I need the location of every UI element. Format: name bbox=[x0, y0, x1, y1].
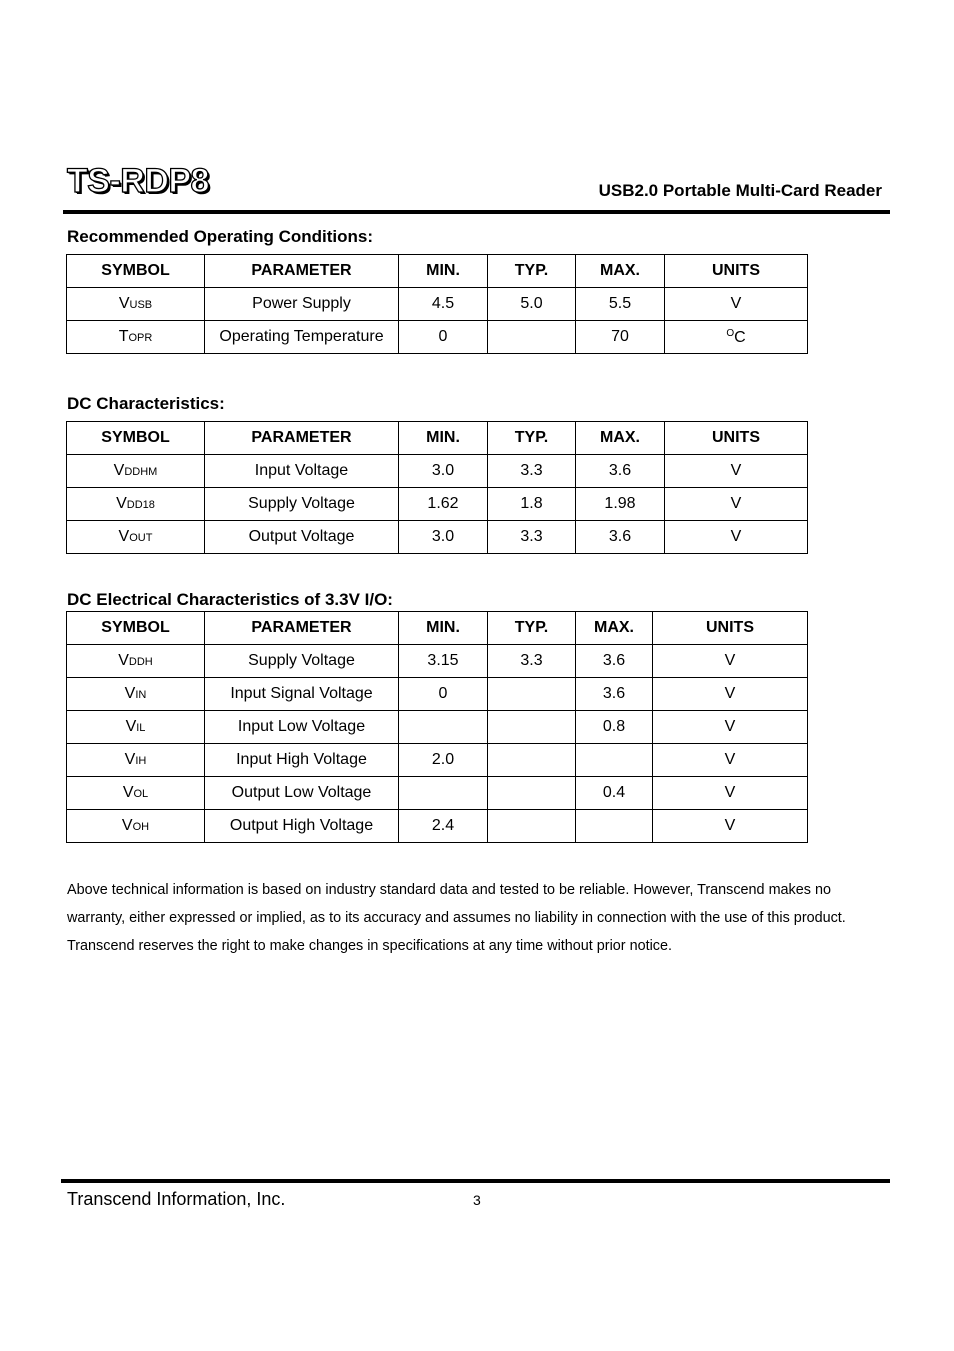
typ-cell: 3.3 bbox=[488, 645, 576, 678]
unit-cell: V bbox=[653, 810, 808, 843]
max-cell: 0.4 bbox=[576, 777, 653, 810]
symbol-cell: VOUT bbox=[67, 521, 205, 554]
max-cell: 5.5 bbox=[576, 288, 665, 321]
table-row bbox=[67, 744, 808, 777]
header-rule bbox=[63, 210, 890, 214]
col-typ: TYP. bbox=[488, 422, 576, 455]
footer-rule bbox=[61, 1179, 890, 1183]
unit-cell: V bbox=[653, 777, 808, 810]
min-cell bbox=[399, 777, 488, 810]
col-min: MIN. bbox=[399, 612, 488, 645]
table-row bbox=[67, 521, 808, 554]
max-cell bbox=[576, 810, 653, 843]
col-symbol: SYMBOL bbox=[67, 612, 205, 645]
symbol-cell: VIL bbox=[67, 711, 205, 744]
col-typ: TYP. bbox=[488, 255, 576, 288]
notice-line: Transcend reserves the right to make changes in specifications at any time without prior notice. bbox=[67, 938, 672, 954]
dc-table bbox=[66, 421, 808, 554]
dc-title: DC Characteristics: bbox=[67, 394, 225, 413]
table-row bbox=[67, 711, 808, 744]
col-units: UNITS bbox=[665, 255, 808, 288]
typ-cell bbox=[488, 711, 576, 744]
table-row bbox=[67, 777, 808, 810]
table-header-row bbox=[67, 255, 808, 288]
col-parameter: PARAMETER bbox=[205, 422, 399, 455]
notice-line: Above technical information is based on industry standard data and tested to be reliable. However, Transcend makes no bbox=[67, 882, 831, 898]
disclaimer-notice bbox=[67, 876, 897, 960]
roc-title: Recommended Operating Conditions: bbox=[67, 227, 374, 246]
unit-cell: V bbox=[665, 488, 808, 521]
col-typ: TYP. bbox=[488, 612, 576, 645]
table-header-row bbox=[67, 422, 808, 455]
typ-cell: 1.8 bbox=[488, 488, 576, 521]
parameter-cell: Input Voltage bbox=[205, 455, 399, 488]
symbol-cell: VDD18 bbox=[67, 488, 205, 521]
unit-cell: V bbox=[653, 645, 808, 678]
col-max: MAX. bbox=[576, 255, 665, 288]
col-symbol: SYMBOL bbox=[67, 255, 205, 288]
typ-cell: 5.0 bbox=[488, 288, 576, 321]
max-cell: 3.6 bbox=[576, 645, 653, 678]
parameter-cell: Output Voltage bbox=[205, 521, 399, 554]
table-header-row bbox=[67, 612, 808, 645]
col-parameter: PARAMETER bbox=[205, 255, 399, 288]
max-cell bbox=[576, 744, 653, 777]
symbol-cell: VDDH bbox=[67, 645, 205, 678]
table-row bbox=[67, 288, 808, 321]
min-cell: 2.0 bbox=[399, 744, 488, 777]
typ-cell: 3.3 bbox=[488, 455, 576, 488]
parameter-cell: Supply Voltage bbox=[205, 645, 399, 678]
typ-cell bbox=[488, 678, 576, 711]
typ-cell bbox=[488, 321, 576, 354]
notice-line: warranty, either expressed or implied, as to its accuracy and assumes no liability in connection with the use of this product. bbox=[67, 910, 846, 926]
max-cell: 3.6 bbox=[576, 455, 665, 488]
col-units: UNITS bbox=[653, 612, 808, 645]
parameter-cell: Power Supply bbox=[205, 288, 399, 321]
unit-cell: V bbox=[665, 455, 808, 488]
typ-cell: 3.3 bbox=[488, 521, 576, 554]
unit-cell: V bbox=[653, 678, 808, 711]
parameter-cell: Operating Temperature bbox=[205, 321, 399, 354]
product-subtitle: USB2.0 Portable Multi-Card Reader bbox=[598, 181, 882, 200]
parameter-cell: Input Signal Voltage bbox=[205, 678, 399, 711]
typ-cell bbox=[488, 810, 576, 843]
unit-cell: $^O$C bbox=[665, 321, 808, 354]
min-cell bbox=[399, 711, 488, 744]
parameter-cell: Output High Voltage bbox=[205, 810, 399, 843]
product-logo: TS-RDP8 bbox=[67, 162, 209, 200]
min-cell: 0 bbox=[399, 678, 488, 711]
col-max: MAX. bbox=[576, 422, 665, 455]
page-number: 3 bbox=[473, 1192, 481, 1208]
degree-sup: O bbox=[726, 327, 735, 339]
table-row bbox=[67, 810, 808, 843]
min-cell: 0 bbox=[399, 321, 488, 354]
parameter-cell: Supply Voltage bbox=[205, 488, 399, 521]
col-units: UNITS bbox=[665, 422, 808, 455]
min-cell: 3.15 bbox=[399, 645, 488, 678]
max-cell: 1.98 bbox=[576, 488, 665, 521]
typ-cell bbox=[488, 777, 576, 810]
unit-cell: V bbox=[665, 521, 808, 554]
min-cell: 2.4 bbox=[399, 810, 488, 843]
footer-company: Transcend Information, Inc. bbox=[67, 1189, 286, 1209]
col-symbol: SYMBOL bbox=[67, 422, 205, 455]
col-parameter: PARAMETER bbox=[205, 612, 399, 645]
symbol-cell: VOH bbox=[67, 810, 205, 843]
max-cell: 0.8 bbox=[576, 711, 653, 744]
table-row bbox=[67, 321, 808, 354]
unit-cell: V bbox=[653, 744, 808, 777]
unit-cell: V bbox=[653, 711, 808, 744]
parameter-cell: Input High Voltage bbox=[205, 744, 399, 777]
typ-cell bbox=[488, 744, 576, 777]
symbol-cell: TOPR bbox=[67, 321, 205, 354]
col-min: MIN. bbox=[399, 422, 488, 455]
min-cell: 1.62 bbox=[399, 488, 488, 521]
symbol-cell: VIH bbox=[67, 744, 205, 777]
max-cell: 70 bbox=[576, 321, 665, 354]
table-row bbox=[67, 488, 808, 521]
table-row bbox=[67, 455, 808, 488]
col-min: MIN. bbox=[399, 255, 488, 288]
parameter-cell: Output Low Voltage bbox=[205, 777, 399, 810]
symbol-cell: VDDHM bbox=[67, 455, 205, 488]
symbol-cell: VUSB bbox=[67, 288, 205, 321]
parameter-cell: Input Low Voltage bbox=[205, 711, 399, 744]
roc-table bbox=[66, 254, 808, 354]
io-table bbox=[66, 611, 808, 843]
min-cell: 3.0 bbox=[399, 521, 488, 554]
col-max: MAX. bbox=[576, 612, 653, 645]
unit-cell: V bbox=[665, 288, 808, 321]
symbol-cell: VIN bbox=[67, 678, 205, 711]
page-header bbox=[63, 160, 890, 212]
min-cell: 3.0 bbox=[399, 455, 488, 488]
symbol-cell: VOL bbox=[67, 777, 205, 810]
table-row bbox=[67, 678, 808, 711]
max-cell: 3.6 bbox=[576, 521, 665, 554]
io-title: DC Electrical Characteristics of 3.3V I/O: bbox=[67, 590, 393, 609]
max-cell: 3.6 bbox=[576, 678, 653, 711]
table-row bbox=[67, 645, 808, 678]
min-cell: 4.5 bbox=[399, 288, 488, 321]
